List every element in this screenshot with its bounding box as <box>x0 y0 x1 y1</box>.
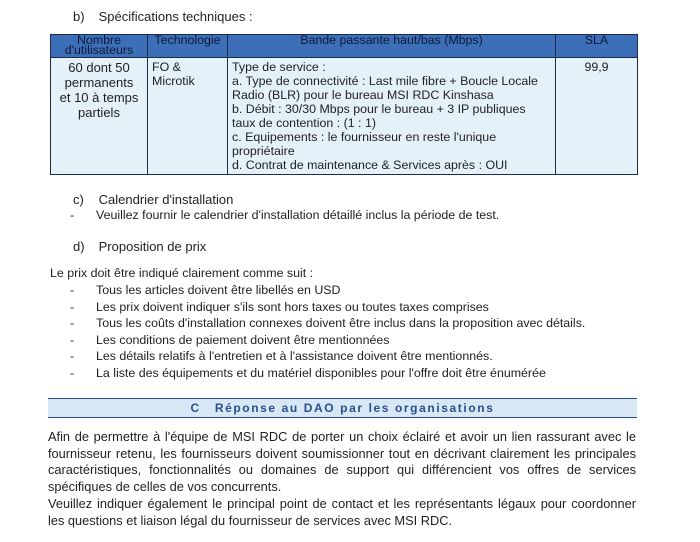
list-item: - Tous les articles doivent être libellés en USD <box>50 282 650 299</box>
list-item: - Tous les coûts d'installation connexes doivent être inclus dans la proposition avec détails. <box>50 315 650 332</box>
service-line: b. Débit : 30/30 Mbps pour le bureau + 3 IP publiques taux de contention : (1 : 1) <box>232 102 526 130</box>
calendar-list <box>50 207 650 224</box>
section-c-label: c) <box>73 192 84 207</box>
service-line: Type de service : <box>232 60 326 74</box>
users-line: et 10 à temps <box>59 90 139 105</box>
users-line: partiels <box>78 105 120 120</box>
section-c-heading <box>73 192 233 207</box>
technology-line: FO & <box>152 60 181 74</box>
section-b-title: Spécifications techniques : <box>98 9 253 24</box>
users-line: 60 dont 50 <box>68 60 130 75</box>
cell-technology <box>148 58 228 175</box>
paragraph-contact: Veuillez indiquer également le principal point de contact et les représentants légaux pour coordonner les questions et liaison légal du fournisseur de services avec MSI RDC. <box>48 496 636 528</box>
header-bandwidth: Bande passante haut/bas (Mbps) <box>228 35 556 58</box>
band-title: Réponse au DAO par les organisations <box>214 401 495 415</box>
list-item: - Veuillez fournir le calendrier d'installation détaillé inclus la période de test. <box>50 207 650 224</box>
list-item: - Les conditions de paiement doivent être mentionnées <box>50 332 650 349</box>
header-technology: Technologie <box>148 35 228 58</box>
section-b-label: b) <box>73 9 85 24</box>
header-sla: SLA <box>556 35 638 58</box>
section-b-heading <box>73 9 253 24</box>
table-row <box>51 58 638 175</box>
cell-users <box>51 58 148 175</box>
band-letter: C <box>190 401 201 415</box>
cell-sla: 99,9 <box>556 58 638 175</box>
technology-line: Microtik <box>152 74 195 88</box>
list-item: - La liste des équipements et du matériel disponibles pour l'offre doit être énumérée <box>50 365 650 382</box>
price-list <box>50 282 650 382</box>
list-item: - Les détails relatifs à l'entretien et à l'assistance doivent être mentionnés. <box>50 348 650 365</box>
service-line: d. Contrat de maintenance & Services après : OUI <box>232 158 508 172</box>
section-c-title: Calendrier d'installation <box>98 192 234 207</box>
service-line: a. Type de connectivité : Last mile fibre + Boucle Locale Radio (BLR) pour le bureau MSI RDC Kinshasa <box>232 74 538 102</box>
section-d-label: d) <box>73 239 85 254</box>
service-line: c. Equipements : le fournisseur en reste l'unique propriétaire <box>232 130 497 158</box>
list-item: - Les prix doivent indiquer s'ils sont hors taxes ou toutes taxes comprises <box>50 299 650 316</box>
table-header-row <box>51 35 638 58</box>
cell-bandwidth <box>228 58 556 175</box>
technical-specs-table <box>50 34 638 175</box>
header-users: Nombre d'utilisateurs <box>51 35 148 58</box>
paragraph-choice: Afin de permettre à l'équipe de MSI RDC de porter un choix éclairé et avoir un lien rassurant avec le fournisseur retenu, les fournisseurs doivent soumissionner tout en décrivant clairement les principales caractéristiques, fonctionnalités ou domaines de support qui différencient vos offres de services spécifiques de celles de vos concurrents. <box>48 429 636 494</box>
price-intro: Le prix doit être indiqué clairement comme suit : <box>50 266 314 280</box>
section-d-title: Proposition de prix <box>98 239 207 254</box>
users-line: permanents <box>64 75 134 90</box>
section-c-band <box>48 398 637 418</box>
section-d-heading <box>73 239 206 254</box>
